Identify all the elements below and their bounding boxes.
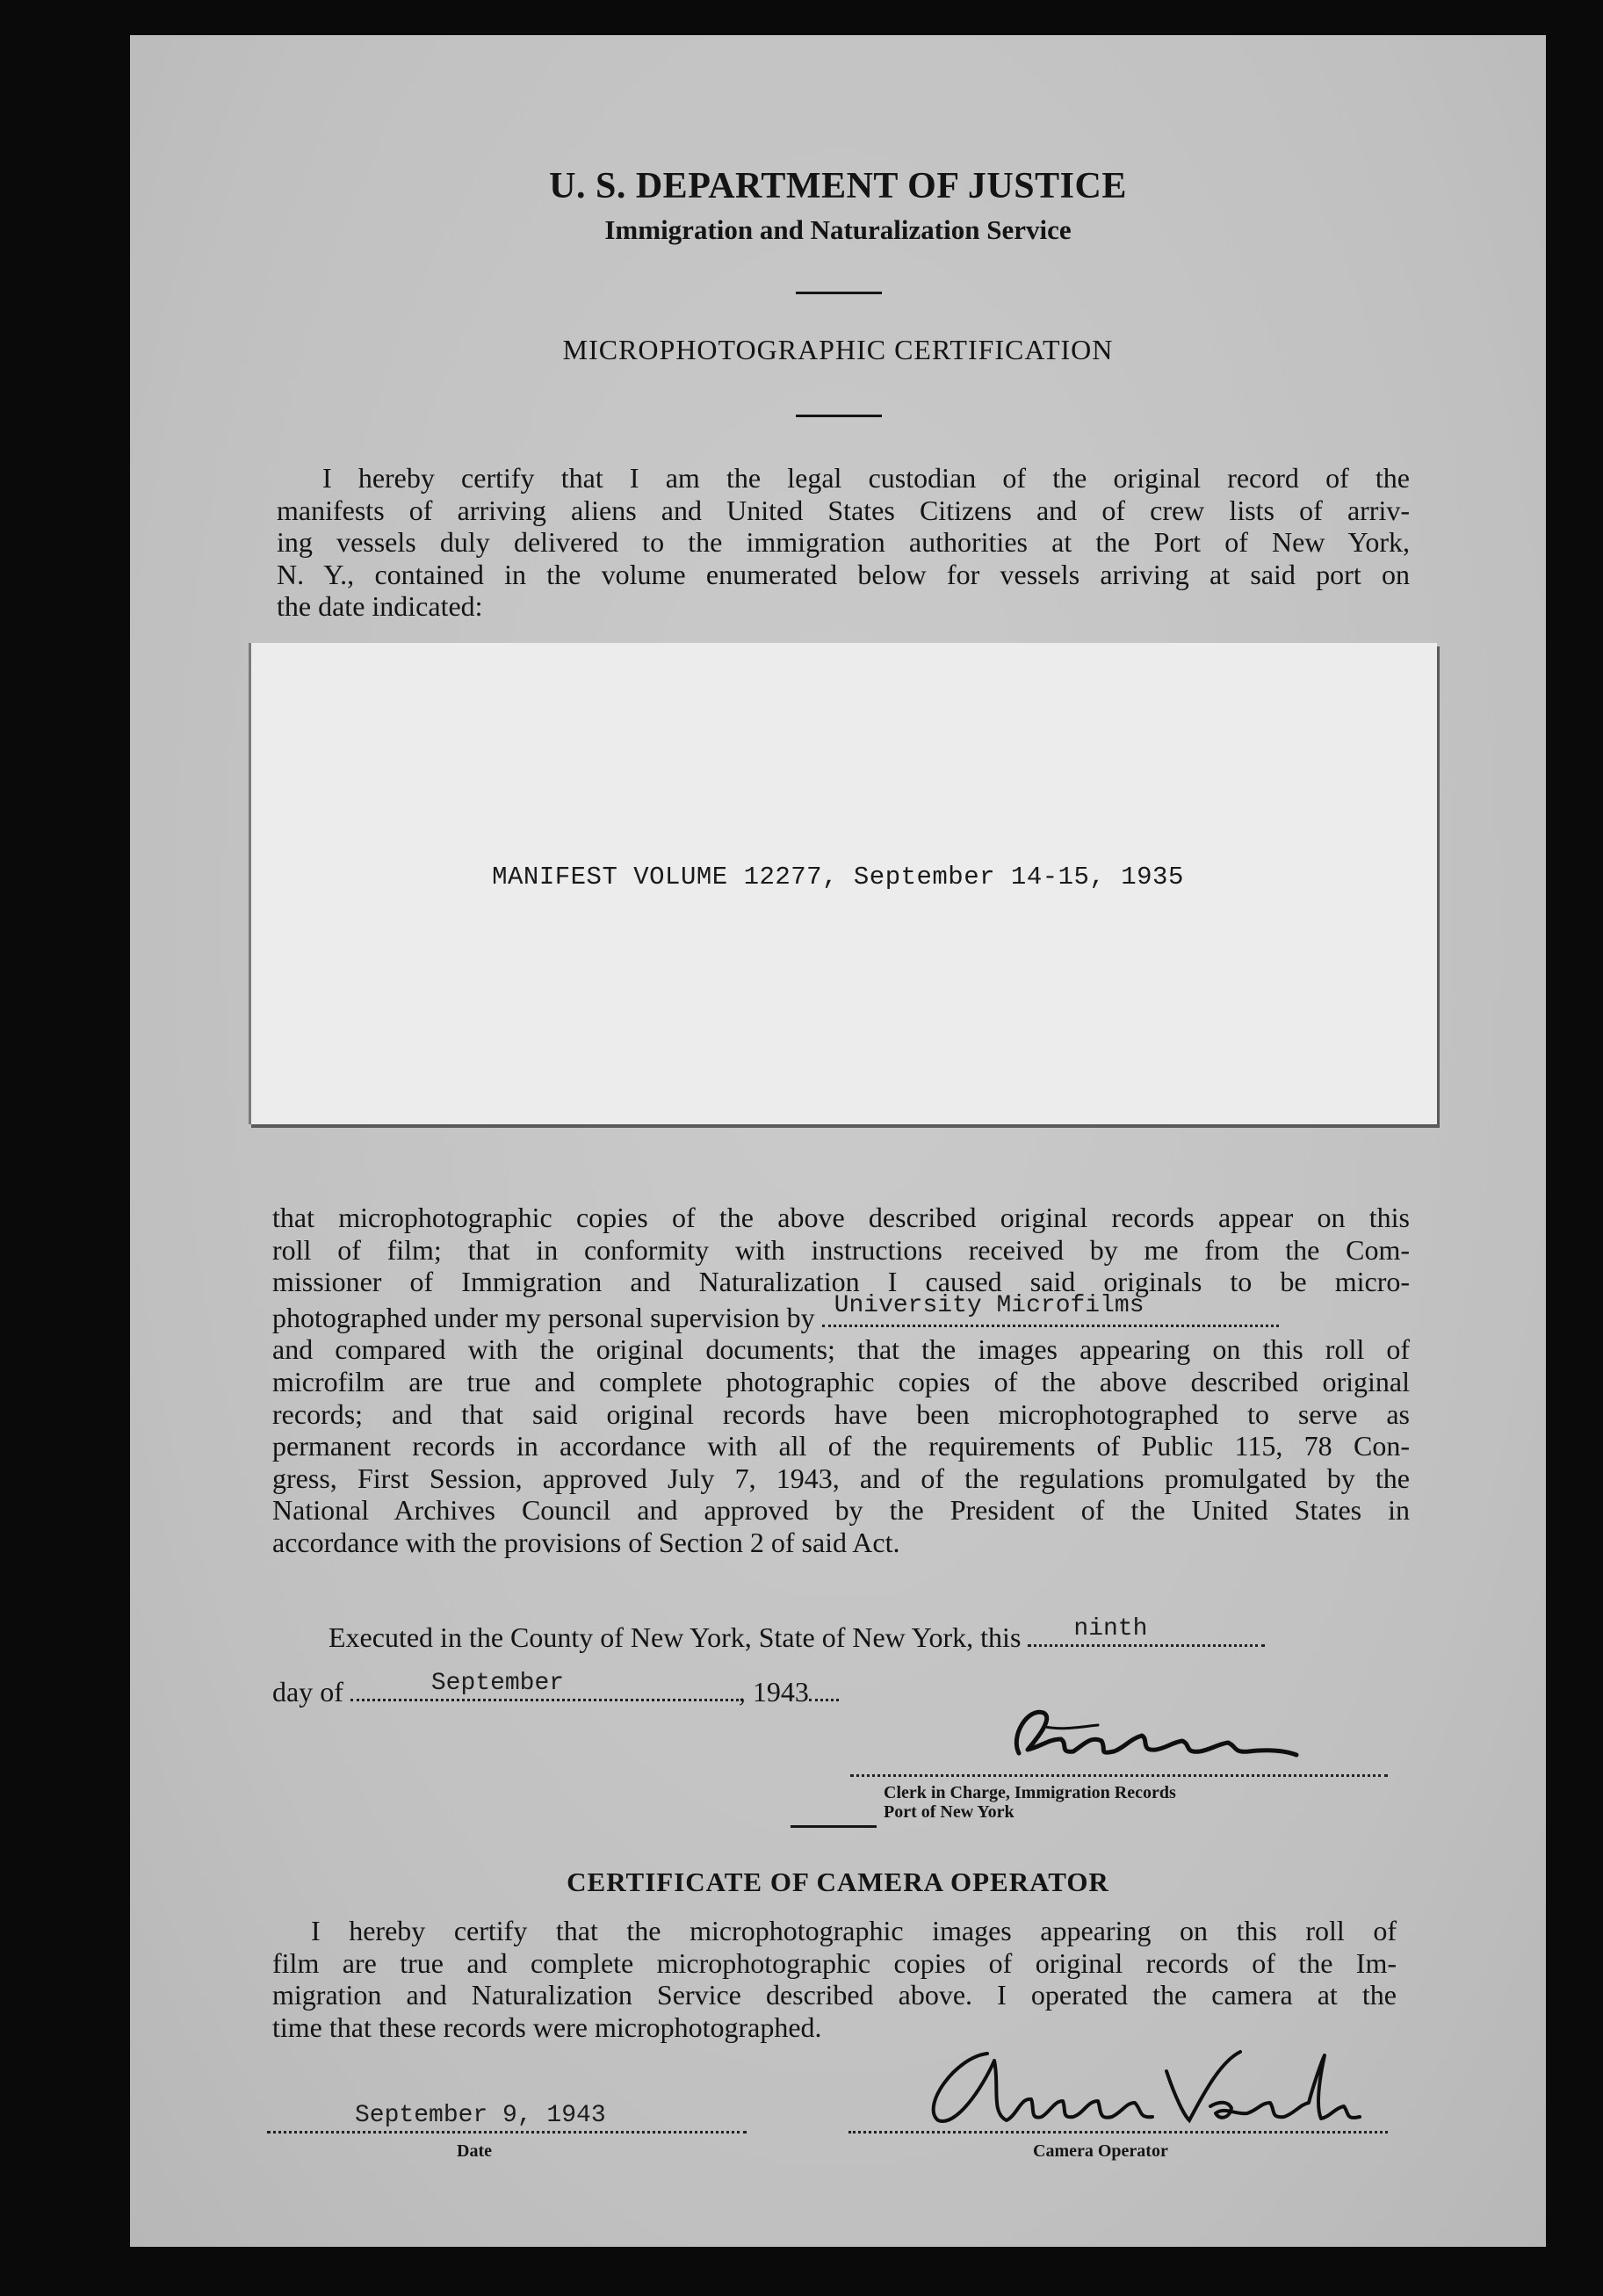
executed-month-field <box>350 1670 739 1701</box>
camera-operator-paragraph <box>272 1915 1397 2043</box>
paragraph-line: and compared with the original documents; that the images appearing on this roll of <box>272 1333 1410 1366</box>
paragraph-line: film are true and complete microphotographic copies of original records of the Im- <box>272 1946 1397 1979</box>
date-label: Date <box>457 2141 492 2161</box>
divider-rule <box>796 415 882 417</box>
paragraph-line: manifests of arriving aliens and United States Citizens and of crew lists of arriv- <box>277 494 1410 526</box>
executed-day-field <box>1028 1615 1265 1647</box>
day-of-label: day of <box>272 1676 343 1708</box>
camera-operator-signature <box>903 2036 1377 2141</box>
clerk-title-1: Clerk in Charge, Immigration Records <box>884 1783 1176 1802</box>
operator-label: Camera Operator <box>1033 2141 1168 2161</box>
paragraph-line: ing vessels duly delivered to the immigration authorities at the Port of New York, <box>277 526 1410 559</box>
executed-prefix: Executed in the County of New York, State of New York, this <box>329 1621 1022 1653</box>
executed-year: , 1943 <box>738 1676 809 1708</box>
paragraph-line: I hereby certify that the microphotographic images appearing on this roll of <box>311 1915 1397 1946</box>
divider-rule <box>796 292 882 294</box>
day-of-line <box>272 1670 839 1708</box>
paragraph-line: I hereby certify that I am the legal custodian of the original record of the <box>322 462 1410 494</box>
paragraph-line: roll of film; that in conformity with instructions received by me from the Com- <box>272 1233 1410 1266</box>
paragraph-line: time that these records were microphotographed. <box>272 2011 822 2043</box>
paragraph-line: gress, First Session, approved July 7, 1943, and of the regulations promulgated by the <box>272 1462 1410 1494</box>
supervision-line <box>272 1292 1410 1334</box>
paragraph-line: N. Y., contained in the volume enumerated below for vessels arriving at said port on <box>277 558 1410 590</box>
divider-rule <box>791 1825 877 1828</box>
supervision-name: University Microfilms <box>834 1292 1144 1320</box>
camera-operator-heading: CERTIFICATE OF CAMERA OPERATOR <box>567 1866 1109 1897</box>
manifest-volume-text: MANIFEST VOLUME 12277, September 14-15, 1935 <box>492 863 1184 892</box>
certification-heading: MICROPHOTOGRAPHIC CERTIFICATION <box>562 334 1114 365</box>
clerk-title-2: Port of New York <box>884 1802 1015 1822</box>
supervision-field <box>822 1292 1279 1327</box>
body-paragraph <box>272 1202 1410 1559</box>
executed-line <box>329 1615 1265 1654</box>
operator-date: September 9, 1943 <box>355 2102 606 2129</box>
year-field-dots <box>809 1676 839 1701</box>
paragraph-line: accordance with the provisions of Section 2 of said Act. <box>272 1526 900 1558</box>
executed-day: ninth <box>1073 1615 1148 1643</box>
intro-paragraph <box>277 462 1410 623</box>
clerk-signature <box>993 1700 1361 1771</box>
paragraph-line: records; and that said original records have been microphotographed to serve as <box>272 1397 1410 1430</box>
date-field <box>267 2096 747 2134</box>
paragraph-line: missioner of Immigration and Naturalization I caused said originals to be micro- <box>272 1266 1410 1298</box>
paragraph-line: that microphotographic copies of the above described original records appear on this <box>272 1202 1410 1233</box>
paragraph-line: migration and Naturalization Service described above. I operated the camera at the <box>272 1979 1397 2011</box>
department-title: U. S. DEPARTMENT OF JUSTICE <box>549 166 1127 206</box>
service-subtitle: Immigration and Naturalization Service <box>604 214 1072 245</box>
supervision-prefix: photographed under my personal supervision by <box>272 1301 815 1333</box>
executed-month: September <box>430 1670 565 1697</box>
paragraph-line: National Archives Council and approved by the President of the United States in <box>272 1494 1410 1527</box>
paragraph-line: permanent records in accordance with all of the requirements of Public 115, 78 Con- <box>272 1430 1410 1462</box>
paragraph-line: the date indicated: <box>277 590 483 623</box>
paragraph-line: microfilm are true and complete photographic copies of the above described original <box>272 1365 1410 1397</box>
certificate-sheet <box>130 35 1546 2247</box>
